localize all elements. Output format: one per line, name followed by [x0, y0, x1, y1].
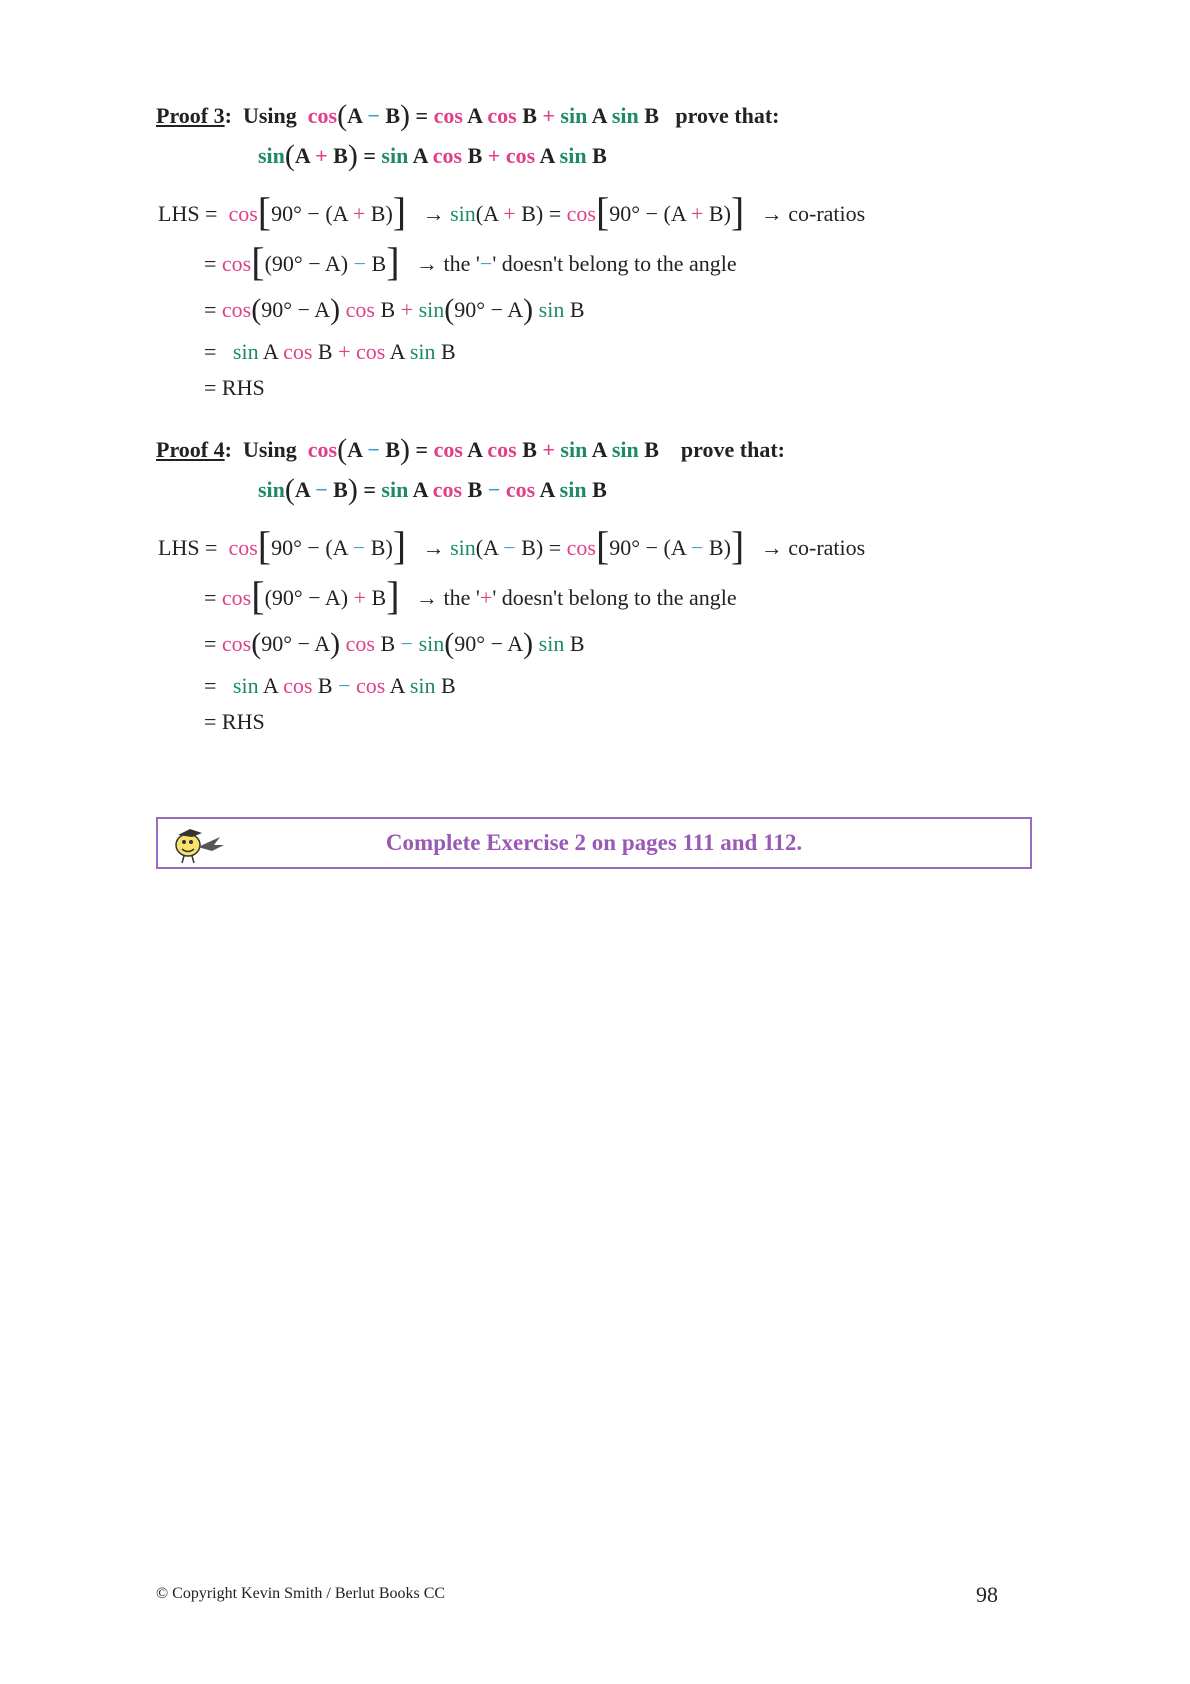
proof4-given-identity: cos(A − B) = cos A cos B + sin A sin B — [307, 433, 659, 466]
proof3-step-5: = RHS — [204, 375, 265, 400]
banner-text: Complete Exercise 2 on pages 111 and 112. — [385, 830, 803, 855]
proof3-heading: Proof 3: Using cos(A − B) = cos A cos B + sin A sin B prove that: — [156, 99, 780, 132]
proof4-step-4: = sin A cos B − cos A sin B — [204, 673, 456, 698]
proof3-step-1: LHS = cos[90° − (A + B)] → sin(A + B) = cos[90° − (A + B)] → co-ratios — [158, 189, 866, 234]
proof3-step-3: = cos(90° − A) cos B + sin(90° − A) sin B — [204, 293, 585, 326]
proof4-step-1: LHS = cos[90° − (A − B)] → sin(A − B) = cos[90° − (A − B)] → co-ratios — [158, 523, 866, 568]
proof4-target: sin(A − B) = sin A cos B − cos A sin B — [258, 473, 607, 506]
proof3-given-identity: cos(A − B) = cos A cos B + sin A sin B — [307, 99, 659, 132]
exercise-banner — [156, 817, 1032, 869]
proof3-step-4: = sin A cos B + cos A sin B — [204, 339, 456, 364]
proof4-step-5: = RHS — [204, 709, 265, 734]
copyright-footer: © Copyright Kevin Smith / Berlut Books CC — [156, 1585, 446, 1602]
page-number: 98 — [976, 1582, 998, 1607]
proof4-heading: Proof 4: Using cos(A − B) = cos A cos B + sin A sin B prove that: — [156, 433, 786, 466]
proof4-prove-that: prove that: — [680, 437, 786, 462]
proof4-using: Using — [242, 437, 297, 462]
proof4-step-2: = cos[(90° − A) + B] → the '+' doesn't belong to the angle — [204, 573, 737, 618]
proof3-target: sin(A + B) = sin A cos B + cos A sin B — [258, 139, 607, 172]
proof4-step-3: = cos(90° − A) cos B − sin(90° − A) sin B — [204, 627, 585, 660]
proof3-prove-that: prove that: — [675, 103, 780, 128]
proof3-step-2: = cos[(90° − A) − B] → the '−' doesn't belong to the angle — [204, 239, 737, 284]
proof3-label: Proof 3 — [156, 103, 225, 128]
proof3-using: Using — [242, 103, 297, 128]
proof4-label: Proof 4 — [156, 437, 225, 462]
